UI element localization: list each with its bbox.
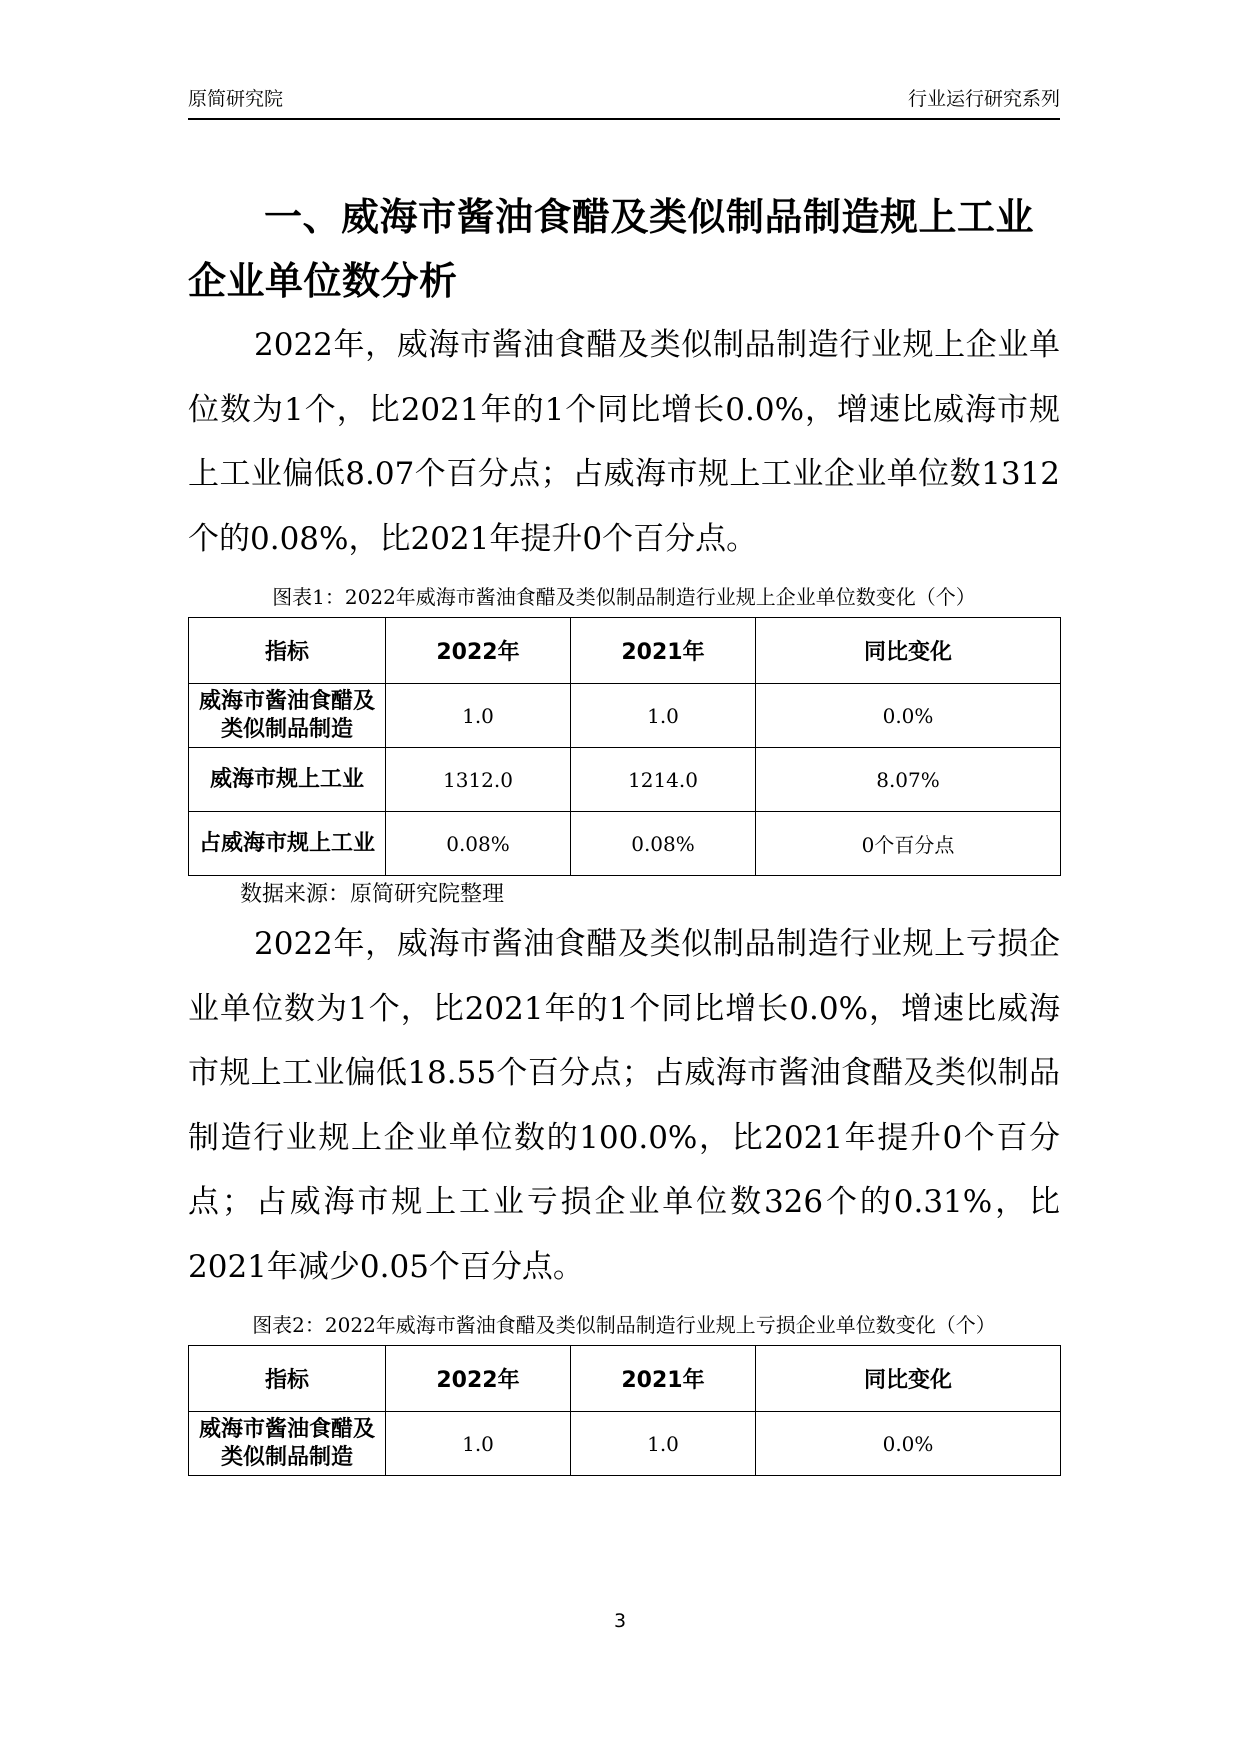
table-cell: 1.0 xyxy=(571,684,756,748)
table2-header-row xyxy=(189,1346,1061,1412)
table2-header-2021: 2021年 xyxy=(571,1346,756,1412)
section-heading: 一、威海市酱油食醋及类似制品制造规上工业企业单位数分析 xyxy=(188,195,1035,303)
page-header xyxy=(188,84,1060,120)
table1-enterprise-count xyxy=(188,617,1061,876)
table-cell: 0.08% xyxy=(386,812,571,876)
table1-header-row xyxy=(189,618,1061,684)
table1-header-2022: 2022年 xyxy=(386,618,571,684)
table-cell-label: 威海市规上工业 xyxy=(189,748,386,812)
table-cell: 1.0 xyxy=(571,1412,756,1476)
table-cell: 1.0 xyxy=(386,1412,571,1476)
table1-header-indicator: 指标 xyxy=(189,618,386,684)
table1-header-2021: 2021年 xyxy=(571,618,756,684)
table2-caption: 图表2：2022年威海市酱油食醋及类似制品制造行业规上亏损企业单位数变化（个） xyxy=(252,1313,996,1337)
paragraph-loss-enterprise-count: 2022年，威海市酱油食醋及类似制品制造行业规上亏损企业单位数为1个，比2021年的1个同比增长0.0%，增速比威海市规上工业偏低18.55个百分点；占威海市酱油食醋及类似制品制造行业规上企业单位数的100.0%，比2021年提升0个百分点；占威海市规上工业亏损企业单位数326个的0.31%，比2021年减少0.05个百分点。 xyxy=(188,926,1060,1285)
table2-header-indicator: 指标 xyxy=(189,1346,386,1412)
document-body xyxy=(188,185,1060,1476)
table-cell: 1312.0 xyxy=(386,748,571,812)
table-cell: 0.0% xyxy=(756,684,1061,748)
table-cell-label: 威海市酱油食醋及类似制品制造 xyxy=(189,1412,386,1476)
table-row xyxy=(189,812,1061,876)
table-row xyxy=(189,684,1061,748)
page-number: 3 xyxy=(613,1610,627,1632)
table-row xyxy=(189,748,1061,812)
table-cell: 1214.0 xyxy=(571,748,756,812)
table-cell: 0个百分点 xyxy=(756,812,1061,876)
table-cell: 0.08% xyxy=(571,812,756,876)
header-series-name: 行业运行研究系列 xyxy=(907,88,1060,110)
table-cell-label: 占威海市规上工业 xyxy=(189,812,386,876)
table-cell: 1.0 xyxy=(386,684,571,748)
data-source-note: 数据来源：原简研究院整理 xyxy=(240,882,505,907)
table1-header-change: 同比变化 xyxy=(756,618,1061,684)
table-cell: 8.07% xyxy=(756,748,1061,812)
table2-header-2022: 2022年 xyxy=(386,1346,571,1412)
table2-header-change: 同比变化 xyxy=(756,1346,1061,1412)
table2-loss-enterprise-count xyxy=(188,1345,1061,1476)
table-cell: 0.0% xyxy=(756,1412,1061,1476)
header-org-name: 原简研究院 xyxy=(188,88,284,110)
table1-caption: 图表1：2022年威海市酱油食醋及类似制品制造行业规上企业单位数变化（个） xyxy=(272,585,976,609)
table-row xyxy=(189,1412,1061,1476)
table-cell-label: 威海市酱油食醋及类似制品制造 xyxy=(189,684,386,748)
paragraph-enterprise-count: 2022年，威海市酱油食醋及类似制品制造行业规上企业单位数为1个，比2021年的1个同比增长0.0%，增速比威海市规上工业偏低8.07个百分点；占威海市规上工业企业单位数1312个的0.08%，比2021年提升0个百分点。 xyxy=(188,327,1060,557)
